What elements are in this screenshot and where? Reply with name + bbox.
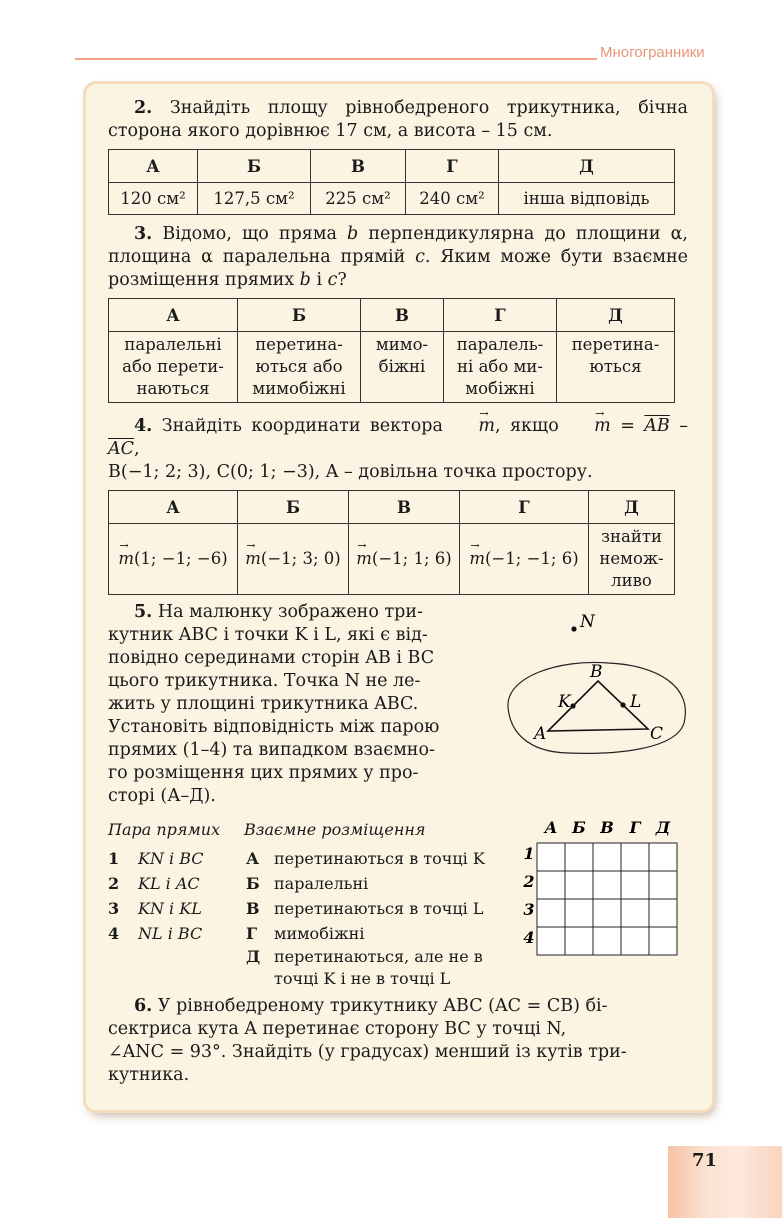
task4-header-d: Д xyxy=(589,491,675,524)
point-n xyxy=(571,626,576,631)
page-number-tab xyxy=(668,1146,782,1218)
header-rule xyxy=(75,58,597,60)
point-k xyxy=(570,703,575,708)
task3-answer-a xyxy=(109,332,238,403)
relation-letter xyxy=(246,968,274,990)
answer-coords: (1; −1; −6) xyxy=(134,549,228,568)
grid-row-label: 4 xyxy=(523,928,535,947)
task5-line: кутник ABC і точки K і L, які є від- xyxy=(108,625,428,645)
task5-line: жить у площині трикутника ABC. xyxy=(108,694,419,714)
vector-m-symbol: → m xyxy=(356,548,372,570)
relation-text: перетинаються в точці K xyxy=(274,849,485,868)
pair-number xyxy=(108,968,138,990)
pair-lines xyxy=(138,946,246,968)
task4-header-g: Г xyxy=(460,491,589,524)
exercise-content xyxy=(108,97,688,1087)
label-a: A xyxy=(534,724,547,744)
task2-statement: Знайдіть площу рівнобедреного трикутника, бічна сторона якого дорівнює 17 см, а висота – 15 см. xyxy=(108,98,688,141)
pair-number xyxy=(108,946,138,968)
answer-line: перетина- xyxy=(571,335,660,354)
task6-line: У рівнобедреному трикутнику ABC (AC = CB) бі- xyxy=(157,996,608,1016)
grid-row-label: 2 xyxy=(523,872,535,891)
label-b: B xyxy=(590,662,603,682)
relation-letter: Д xyxy=(246,947,261,966)
task3-header-v: В xyxy=(361,299,444,332)
matching-row xyxy=(108,968,528,990)
task6-line: сектриса кута A перетинає сторону BC у точці N, xyxy=(108,1019,567,1039)
task2-answer-g: 240 см² xyxy=(406,183,499,215)
task3-number: 3. xyxy=(134,224,153,244)
label-k: K xyxy=(558,692,571,712)
answer-coords: (−1; 1; 6) xyxy=(371,549,452,568)
task2-answer-b: 127,5 см² xyxy=(198,183,311,215)
grid-col-label: Б xyxy=(572,818,586,837)
answer-line: мобіжні xyxy=(465,379,535,398)
task2-header-v: В xyxy=(311,150,406,183)
vector-m-symbol: → m xyxy=(568,415,611,438)
task3-answer-b xyxy=(238,332,361,403)
task5-line: цього трикутника. Точка N не ле- xyxy=(108,671,421,691)
vector-ab: $\overline{AB}$ xyxy=(644,416,670,436)
answer-line: наються xyxy=(136,379,210,398)
triangle-figure xyxy=(498,607,698,757)
relation-text: точці K і не в точці L xyxy=(274,969,451,988)
answer-line: ються або xyxy=(255,357,343,376)
vector-m-symbol: → m xyxy=(469,548,485,570)
relation-letter: Г xyxy=(246,924,258,943)
task3-text-part: . Яким може бути взаємне розміщення прямих xyxy=(108,247,688,290)
answer-line: немож- xyxy=(599,549,664,568)
line-b-symbol: b xyxy=(299,270,311,290)
grid-row-label: 3 xyxy=(523,900,535,919)
matching-row xyxy=(108,871,528,896)
relation-letter: В xyxy=(246,899,260,918)
task5-text xyxy=(108,601,480,808)
label-l: L xyxy=(630,692,642,712)
task2-number: 2. xyxy=(134,98,153,118)
task6-line: ∠ANC = 93°. Знайдіть (у градусах) менший із кутів три- xyxy=(108,1042,627,1062)
answer-line: знайти xyxy=(601,527,662,546)
relation-letter: Б xyxy=(246,874,260,893)
line-c-symbol: c xyxy=(415,247,425,267)
line-b-symbol: b xyxy=(347,224,359,244)
task4-answer-table xyxy=(108,490,675,595)
pair-number: 3 xyxy=(108,899,120,918)
task4-text-part: Знайдіть координати вектора xyxy=(161,416,453,436)
pair-lines: KL і AC xyxy=(138,874,200,893)
answer-line: мимо- xyxy=(375,335,429,354)
answer-line: перетина- xyxy=(255,335,343,354)
task4-text xyxy=(108,415,688,461)
task6-line: кутника. xyxy=(108,1065,190,1085)
point-l xyxy=(620,702,625,707)
task5-line: повідно серединами сторін AB і BC xyxy=(108,648,435,668)
relation-text: паралельні xyxy=(274,874,369,893)
relation-text: перетинаються в точці L xyxy=(274,899,484,918)
vector-m-symbol: → m xyxy=(245,548,261,570)
pair-number: 2 xyxy=(108,874,120,893)
matching-row xyxy=(108,846,528,871)
task5-number: 5. xyxy=(134,602,153,622)
matching-row xyxy=(108,896,528,921)
line-c-symbol: c xyxy=(327,270,338,290)
task5-matching xyxy=(108,817,688,987)
answer-grid xyxy=(520,817,690,957)
task5-line: На малюнку зображено три- xyxy=(157,602,423,622)
vector-m-symbol: → m xyxy=(118,548,134,570)
relation-letter: А xyxy=(246,849,260,868)
answer-coords: (−1; 3; 0) xyxy=(260,549,341,568)
task4-answer-d xyxy=(589,524,675,595)
answer-line: ні або ми- xyxy=(457,357,543,376)
task4-header-a: А xyxy=(109,491,238,524)
task3-answer-g xyxy=(444,332,557,403)
grid-col-label: Г xyxy=(629,818,641,837)
task4-text-part: – xyxy=(669,416,688,436)
task4-answer-a xyxy=(109,524,238,595)
relation-text: перетинаються, але не в xyxy=(274,947,483,966)
task2-answer-table xyxy=(108,149,675,215)
matching-row xyxy=(108,946,528,968)
task2-answer-a: 120 см² xyxy=(109,183,198,215)
grid-col-label: В xyxy=(600,818,614,837)
task5-line: прямих (1–4) та випадком взаємно- xyxy=(108,740,435,760)
matching-row xyxy=(108,921,528,946)
answer-line: ються xyxy=(589,357,642,376)
task4-text-part: , xyxy=(134,439,140,459)
pair-number: 4 xyxy=(108,924,120,943)
task2-header-d: Д xyxy=(499,150,675,183)
task3-header-a: А xyxy=(109,299,238,332)
page-number: 71 xyxy=(692,1150,718,1171)
task3-answer-v xyxy=(361,332,444,403)
task2-header-g: Г xyxy=(406,150,499,183)
task4-header-b: Б xyxy=(238,491,349,524)
pair-lines xyxy=(138,968,246,990)
task2-text xyxy=(108,97,688,143)
task3-answer-d xyxy=(557,332,675,403)
answer-line: паралельні xyxy=(124,335,222,354)
task3-text-part: і xyxy=(310,270,328,290)
task3-text-part: Відомо, що пряма xyxy=(162,224,347,244)
pair-number: 1 xyxy=(108,849,120,868)
relation-text: мимобіжні xyxy=(274,924,365,943)
pair-lines: KN і BC xyxy=(138,849,204,868)
answer-line: мимобіжні xyxy=(252,379,346,398)
task4-number: 4. xyxy=(134,416,153,436)
matching-list xyxy=(108,817,528,990)
task3-text xyxy=(108,223,688,292)
answer-line: біжні xyxy=(378,357,426,376)
task4-answer-v xyxy=(349,524,460,595)
task2-answer-v: 225 см² xyxy=(311,183,406,215)
answer-line: або перети- xyxy=(122,357,224,376)
task5-line: Установіть відповідність між парою xyxy=(108,717,440,737)
vector-m-symbol: → m xyxy=(452,415,495,438)
grid-col-label: А xyxy=(544,818,558,837)
task6-number: 6. xyxy=(134,996,153,1016)
label-c: C xyxy=(650,724,664,744)
task3-header-g: Г xyxy=(444,299,557,332)
task3-answer-table xyxy=(108,298,675,403)
task4-header-v: В xyxy=(349,491,460,524)
task3-text-part: ? xyxy=(337,270,347,290)
task3-text-part: перпендикулярна до площини α, площина α паралельна прямій xyxy=(108,224,688,267)
task4-answer-b xyxy=(238,524,349,595)
pair-lines: KN і KL xyxy=(138,899,202,918)
task2-header-b: Б xyxy=(198,150,311,183)
label-n: N xyxy=(580,612,595,632)
task5-block xyxy=(108,601,688,817)
task5-line: сторі (А–Д). xyxy=(108,786,216,806)
column-header-pairs: Пара прямих xyxy=(108,820,221,839)
grid-col-label: Д xyxy=(655,818,671,837)
answer-coords: (−1; −1; 6) xyxy=(485,549,579,568)
vector-ac: $\overline{AC}$ xyxy=(108,439,135,459)
task4-text-part: , якщо xyxy=(494,416,569,436)
task3-header-b: Б xyxy=(238,299,361,332)
pair-lines: NL і BC xyxy=(138,924,203,943)
task5-line: го розміщення цих прямих у про- xyxy=(108,763,419,783)
task6-text xyxy=(108,995,688,1087)
section-title: Многогранники xyxy=(600,44,705,61)
task2-header-a: А xyxy=(109,150,198,183)
column-header-relation: Взаємне розміщення xyxy=(244,820,426,839)
task2-answer-d: інша відповідь xyxy=(499,183,675,215)
task4-text-line2: B(−1; 2; 3), C(0; 1; −3), A – довільна точка простору. xyxy=(108,462,593,482)
task4-answer-g xyxy=(460,524,589,595)
answer-line: ливо xyxy=(611,571,652,590)
task4-text-part: = xyxy=(610,416,645,436)
task3-header-d: Д xyxy=(557,299,675,332)
answer-line: паралель- xyxy=(456,335,544,354)
grid-cells xyxy=(537,843,677,955)
grid-row-label: 1 xyxy=(523,844,535,863)
